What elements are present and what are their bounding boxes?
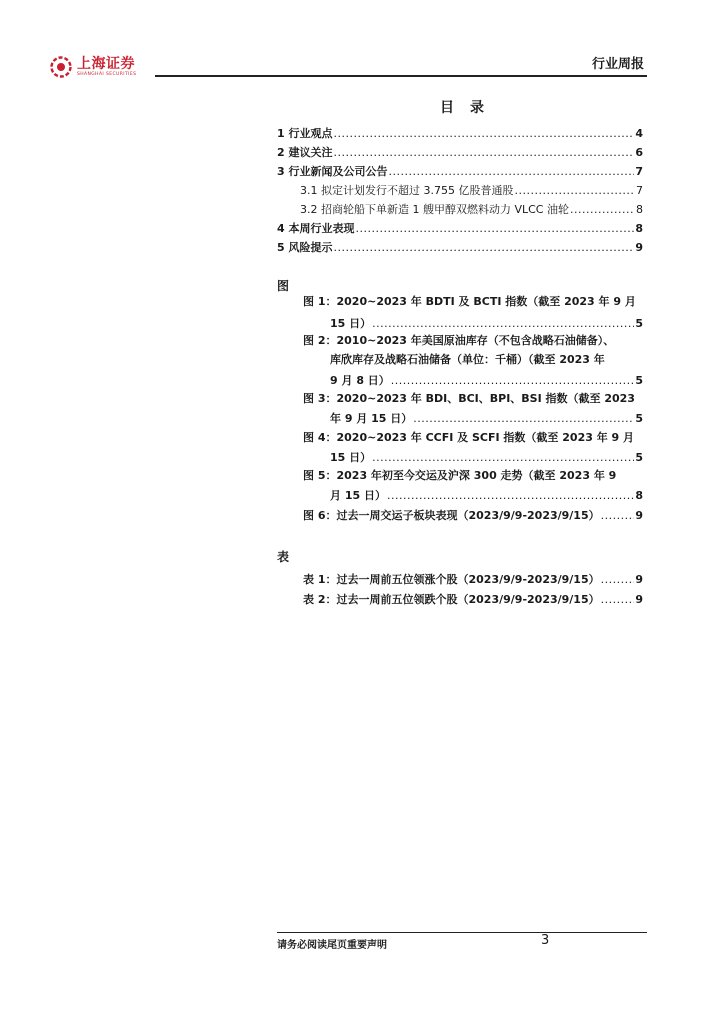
figure-entry-page: 5 xyxy=(635,317,643,330)
dot-leader xyxy=(413,411,634,427)
figure-entry-label: 9 月 8 日） xyxy=(330,374,390,387)
dot-leader xyxy=(391,373,635,389)
page-number: 3 xyxy=(541,933,550,948)
figure-entry[interactable] xyxy=(330,411,643,427)
dot-leader xyxy=(333,126,634,142)
dot-leader xyxy=(387,488,634,504)
figure-entry-title[interactable]: 图 2：2010~2023 年美国原油库存（不包含战略石油储备）、 xyxy=(303,334,615,347)
toc-entry[interactable] xyxy=(277,221,643,237)
toc-entry[interactable] xyxy=(277,126,643,142)
table-entry-label: 表 1：过去一周前五位领涨个股（2023/9/9-2023/9/15） xyxy=(303,573,600,586)
dot-leader xyxy=(372,316,634,332)
toc-entry-page: 6 xyxy=(635,146,643,159)
dot-leader xyxy=(355,221,634,237)
figure-entry-title[interactable]: 图 3：2020~2023 年 BDI、BCI、BPI、BSI 指数（截至 2023 xyxy=(303,392,635,405)
dot-leader xyxy=(333,240,634,256)
header-divider xyxy=(155,75,647,77)
toc-entry-label: 3 行业新闻及公司公告 xyxy=(277,165,388,178)
toc-entry-page: 4 xyxy=(635,127,643,140)
figure-entry-label: 图 6：过去一周交运子板块表现（2023/9/9-2023/9/15） xyxy=(303,509,600,522)
dot-leader xyxy=(333,145,634,161)
figure-entry-title[interactable]: 库欣库存及战略石油储备（单位：千桶）（截至 2023 年 xyxy=(330,353,605,366)
table-entry[interactable] xyxy=(303,572,643,588)
report-type: 行业周报 xyxy=(591,57,644,72)
logo-text-en: SHANGHAI SECURITIES xyxy=(77,71,137,77)
toc-entry-label: 5 风险提示 xyxy=(277,241,333,254)
toc-subentry[interactable] xyxy=(300,183,643,199)
toc-entry-label: 2 建议关注 xyxy=(277,146,333,159)
toc-entry-page: 8 xyxy=(636,203,643,216)
footer-divider xyxy=(277,932,647,933)
toc-entry-page: 7 xyxy=(636,184,643,197)
figures-heading: 图 xyxy=(277,279,290,293)
figure-entry-title[interactable]: 图 4：2020~2023 年 CCFI 及 SCFI 指数（截至 2023 年 9 月 xyxy=(303,431,635,444)
toc-entry[interactable] xyxy=(277,164,643,180)
footer-disclaimer: 请务必阅读尾页重要声明 xyxy=(277,940,387,951)
toc-entry[interactable] xyxy=(277,145,643,161)
figure-entry-label: 月 15 日） xyxy=(330,489,386,502)
dot-leader xyxy=(570,202,635,218)
toc-entry-page: 7 xyxy=(635,165,643,178)
figure-entry-label: 15 日） xyxy=(330,317,372,330)
dot-leader xyxy=(601,592,635,608)
logo-icon xyxy=(50,56,72,78)
figure-entry-page: 8 xyxy=(635,489,643,502)
toc-entry-page: 9 xyxy=(635,241,643,254)
figure-entry-title[interactable]: 图 1：2020~2023 年 BDTI 及 BCTI 指数（截至 2023 年 9 月 xyxy=(303,295,636,308)
toc-title: 目录 xyxy=(440,100,500,116)
toc-entry-label: 4 本周行业表现 xyxy=(277,222,355,235)
figure-entry-page: 9 xyxy=(635,509,643,522)
toc-entry-label: 3.1 拟定计划发行不超过 3.755 亿股普通股 xyxy=(300,184,514,197)
figure-entry-label: 15 日） xyxy=(330,451,372,464)
logo-text-cn: 上海证券 xyxy=(77,55,135,72)
company-logo xyxy=(50,56,136,78)
figure-entry[interactable] xyxy=(330,488,643,504)
figure-entry-label: 年 9 月 15 日） xyxy=(330,412,413,425)
toc-entry[interactable] xyxy=(277,240,643,256)
dot-leader xyxy=(514,183,635,199)
dot-leader xyxy=(601,508,635,524)
figure-entry-page: 5 xyxy=(635,451,643,464)
dot-leader xyxy=(601,572,635,588)
figure-entry[interactable] xyxy=(330,450,643,466)
toc-entry-label: 3.2 招商轮船下单新造 1 艘甲醇双燃料动力 VLCC 油轮 xyxy=(300,203,569,216)
dot-leader xyxy=(388,164,634,180)
figure-entry[interactable] xyxy=(303,508,643,524)
figure-entry-title[interactable]: 图 5：2023 年初至今交运及沪深 300 走势（截至 2023 年 9 xyxy=(303,469,617,482)
figure-entry-page: 5 xyxy=(635,412,643,425)
toc-entry-page: 8 xyxy=(635,222,643,235)
figure-entry[interactable] xyxy=(330,316,643,332)
toc-subentry[interactable] xyxy=(300,202,643,218)
figure-entry[interactable] xyxy=(330,373,643,389)
tables-heading: 表 xyxy=(277,550,290,564)
toc-entry-label: 1 行业观点 xyxy=(277,127,333,140)
dot-leader xyxy=(372,450,634,466)
figure-entry-page: 5 xyxy=(635,374,643,387)
table-entry-page: 9 xyxy=(635,573,643,586)
table-entry[interactable] xyxy=(303,592,643,608)
table-entry-page: 9 xyxy=(635,593,643,606)
table-entry-label: 表 2：过去一周前五位领跌个股（2023/9/9-2023/9/15） xyxy=(303,593,600,606)
